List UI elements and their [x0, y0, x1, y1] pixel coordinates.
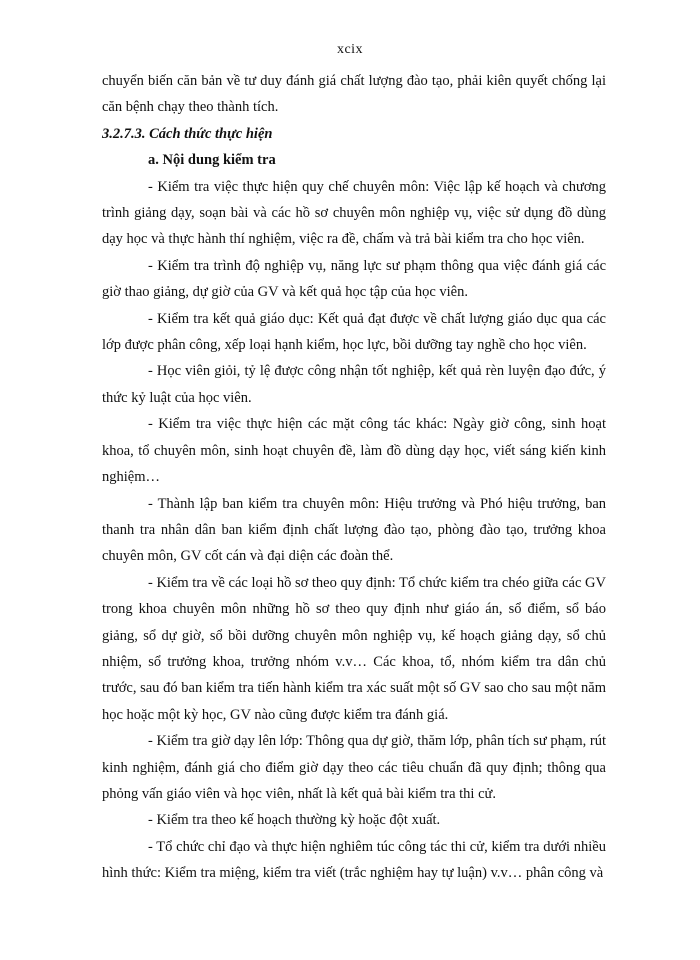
paragraph: - Kiểm tra trình độ nghiệp vụ, năng lực sư phạm thông qua việc đánh giá các giờ thao giảng, dự giờ của GV và kết quả học tập của học viên. — [102, 257, 606, 301]
paragraph: - Học viên giỏi, tỷ lệ được công nhận tốt nghiệp, kết quả rèn luyện đạo đức, ý thức kỷ luật của học viên. — [102, 363, 606, 406]
paragraph: - Kiểm tra về các loại hồ sơ theo quy định: Tổ chức kiểm tra chéo giữa các GV trong khoa chuyên môn những hồ sơ theo quy định như giáo án, sổ điểm, sổ báo giảng, sổ dự giờ, sổ bồi dưỡng chuyên môn nghiệp vụ, kế hoạch giảng dạy, sổ chủ nhiệm, sổ trưởng khoa, trưởng nhóm v.v… Các khoa, tổ, nhóm kiểm tra dân chủ trước, sau đó ban kiểm tra tiến hành kiểm tra xác suất một số GV sao cho sau một năm học hoặc một kỳ học, GV nào cũng được kiểm tra đánh giá. — [102, 574, 606, 723]
paragraph: - Kiểm tra kết quả giáo dục: Kết quả đạt được về chất lượng giáo dục qua các lớp được phân công, xếp loại hạnh kiểm, học lực, bồi dưỡng tay nghề cho học viên. — [102, 310, 606, 354]
paragraph: - Tổ chức chỉ đạo và thực hiện nghiêm túc công tác thi cử, kiểm tra dưới nhiều hình thức: Kiểm tra miệng, kiểm tra viết (trắc nghiệm hay tự luận) v.v… phân công và — [102, 838, 606, 882]
page-number: xcix — [336, 42, 364, 57]
intro-paragraph: chuyển biến căn bản về tư duy đánh giá chất lượng đào tạo, phải kiên quyết chống lại căn bệnh chạy theo thành tích. — [102, 73, 606, 116]
sub-heading: a. Nội dung kiểm tra — [148, 152, 276, 169]
document-body — [102, 68, 606, 887]
paragraph: - Kiểm tra việc thực hiện các mặt công tác khác: Ngày giờ công, sinh hoạt khoa, tổ chuyên môn, sinh hoạt chuyên đề, làm đồ dùng dạy học, viết sáng kiến kinh nghiệm… — [102, 416, 606, 486]
paragraph: - Kiểm tra theo kế hoạch thường kỳ hoặc đột xuất. — [148, 812, 441, 829]
section-heading: 3.2.7.3. Cách thức thực hiện — [102, 125, 273, 142]
paragraph: - Kiểm tra việc thực hiện quy chế chuyên môn: Việc lập kế hoạch và chương trình giảng dạy, soạn bài và các hồ sơ chuyên môn nghiệp vụ, việc sử dụng đồ dùng dạy học và thực hành thí nghiệm, việc ra đề, chấm và trả bài kiểm tra cho học viên. — [102, 178, 606, 248]
paragraph: - Thành lập ban kiểm tra chuyên môn: Hiệu trưởng và Phó hiệu trưởng, ban thanh tra nhân dân ban kiểm định chất lượng đào tạo, phòng đào tạo, trưởng khoa chuyên môn, GV cốt cán và đại diện các đoàn thể. — [102, 495, 606, 565]
paragraph: - Kiểm tra giờ dạy lên lớp: Thông qua dự giờ, thăm lớp, phân tích sư phạm, rút kinh nghiệm, đánh giá cho điểm giờ dạy theo các tiêu chuẩn đã quy định; thông qua phỏng vấn giáo viên và học viên, nhất là kết quả bài kiểm tra thi cử. — [102, 733, 606, 802]
